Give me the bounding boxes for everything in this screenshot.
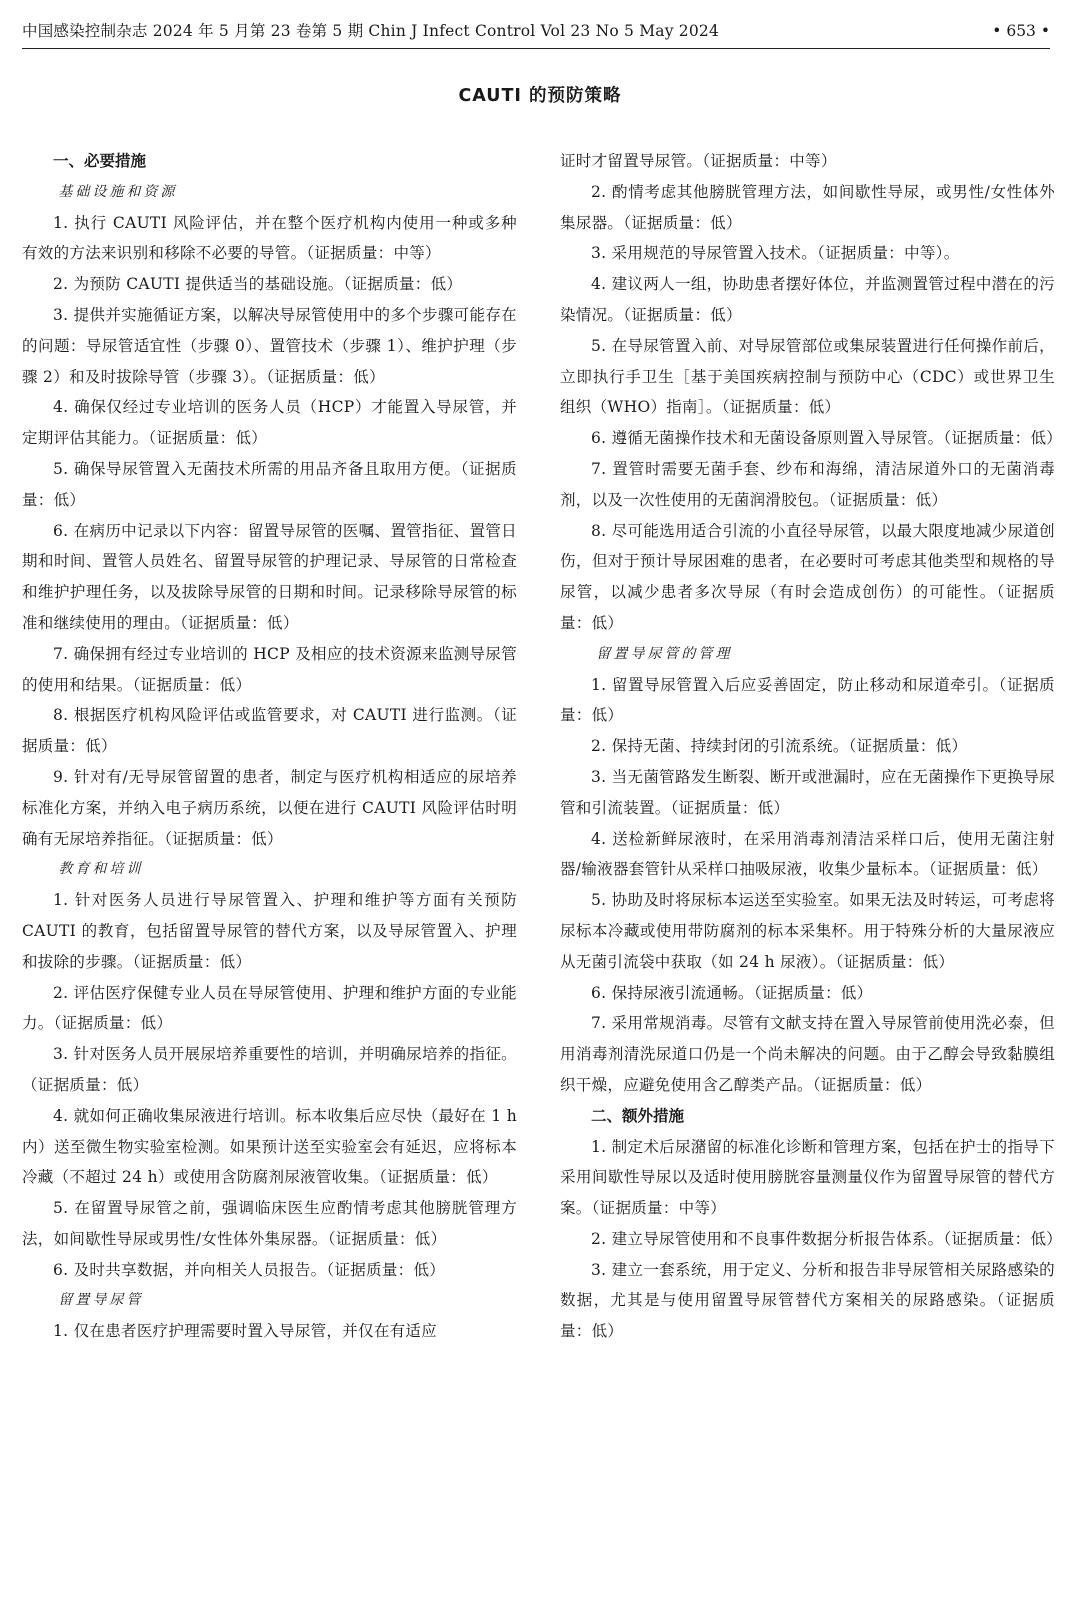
recommendation-paragraph: 3. 当无菌管路发生断裂、断开或泄漏时，应在无菌操作下更换导尿管和引流装置。（证据质量：低）: [560, 767, 1055, 817]
recommendation-paragraph: 2. 酌情考虑其他膀胱管理方法，如间歇性导尿，或男性/女性体外集尿器。（证据质量：低）: [560, 182, 1055, 232]
recommendation-paragraph: 3. 针对医务人员开展尿培养重要性的培训，并明确尿培养的指征。（证据质量：低）: [22, 1045, 517, 1094]
running-header: [22, 18, 1050, 49]
recommendation-paragraph: 8. 尽可能选用适合引流的小直径导尿管，以最大限度地减少尿道创伤，但对于预计导尿困难的患者，在必要时可考虑其他类型和规格的导尿管，以减少患者多次导尿（有时会造成创伤）的可能性。（证据质量：低）: [560, 521, 1055, 632]
recommendation-paragraph: 3. 建立一套系统，用于定义、分析和报告非导尿管相关尿路感染的数据，尤其是与使用留置导尿管替代方案相关的尿路感染。（证据质量：低）: [560, 1260, 1055, 1341]
recommendation-paragraph: 8. 根据医疗机构风险评估或监管要求，对 CAUTI 进行监测。（证据质量：低）: [22, 706, 517, 756]
recommendation-paragraph: 7. 采用常规消毒。尽管有文献支持在置入导尿管前使用洗必泰，但用消毒剂清洗尿道口仍是一个尚未解决的问题。由于乙醇会导致黏膜组织干燥，应避免使用含乙醇类产品。（证据质量：低）: [560, 1014, 1055, 1094]
subsection-heading: 留置导尿管的管理: [596, 645, 733, 662]
recommendation-paragraph: 证时才留置导尿管。（证据质量：中等）: [560, 152, 837, 170]
recommendation-paragraph: 7. 置管时需要无菌手套、纱布和海绵，清洁尿道外口的无菌消毒剂，以及一次性使用的无菌润滑胶包。（证据质量：低）: [560, 459, 1055, 509]
recommendation-paragraph: 2. 保持无菌、持续封闭的引流系统。（证据质量：低）: [591, 737, 968, 756]
recommendation-paragraph: 6. 及时共享数据，并向相关人员报告。（证据质量：低）: [53, 1260, 446, 1279]
recommendation-paragraph: 5. 协助及时将尿标本运送至实验室。如果无法及时转运，可考虑将尿标本冷藏或使用带防腐剂的标本采集杯。用于特殊分析的大量尿液应从无菌引流袋中获取（如 24 h 尿液）。（证据质量：低）: [560, 891, 1055, 971]
recommendation-paragraph: 4. 建议两人一组，协助患者摆好体位，并监测置管过程中潜在的污染情况。（证据质量：低）: [560, 275, 1055, 324]
recommendation-paragraph: 5. 在留置导尿管之前，强调临床医生应酌情考虑其他膀胱管理方法，如间歇性导尿或男性/女性体外集尿器。（证据质量：低）: [22, 1199, 517, 1248]
recommendation-paragraph: 6. 遵循无菌操作技术和无菌设备原则置入导尿管。（证据质量：低）: [591, 429, 1063, 448]
recommendation-paragraph: 7. 确保拥有经过专业培训的 HCP 及相应的技术资源来监测导尿管的使用和结果。（证据质量：低）: [22, 644, 517, 694]
recommendation-paragraph: 9. 针对有/无导尿管留置的患者，制定与医疗机构相适应的尿培养标准化方案，并纳入电子病历系统，以便在进行 CAUTI 风险评估时明确有无尿培养指征。（证据质量：低）: [22, 767, 517, 848]
left-column: [22, 146, 517, 1347]
recommendation-paragraph: 1. 仅在患者医疗护理需要时置入导尿管，并仅在有适应: [53, 1322, 438, 1341]
section-heading: 二、额外措施: [591, 1106, 685, 1125]
subsection-heading: 留置导尿管: [58, 1292, 144, 1309]
recommendation-paragraph: 4. 送检新鲜尿液时，在采用消毒剂清洁采样口后，使用无菌注射器/输液器套管针从采样口抽吸尿液，收集少量标本。（证据质量：低）: [560, 829, 1055, 879]
recommendation-paragraph: 5. 在导尿管置入前、对导尿管部位或集尿装置进行任何操作前后，立即执行手卫生［基于美国疾病控制与预防中心（CDC）或世界卫生组织（WHO）指南］。（证据质量：低）: [560, 336, 1055, 417]
subsection-heading: 基础设施和资源: [58, 183, 178, 200]
article-title: CAUTI 的预防策略: [458, 86, 622, 106]
recommendation-paragraph: 3. 采用规范的导尿管置入技术。（证据质量：中等）。: [591, 244, 960, 263]
recommendation-paragraph: 5. 确保导尿管置入无菌技术所需的用品齐备且取用方便。（证据质量：低）: [22, 459, 517, 509]
recommendation-paragraph: 1. 制定术后尿潴留的标准化诊断和管理方案，包括在护士的指导下采用间歇性导尿以及适时使用膀胱容量测量仪作为留置导尿管的替代方案。（证据质量：中等）: [560, 1137, 1055, 1218]
recommendation-paragraph: 2. 为预防 CAUTI 提供适当的基础设施。（证据质量：低）: [53, 275, 463, 294]
recommendation-paragraph: 4. 就如何正确收集尿液进行培训。标本收集后应尽快（最好在 1 h 内）送至微生物实验室检测。如果预计送至实验室会有延迟，应将标本冷藏（不超过 24 h）或使用含防腐剂尿液管收集。（证据质量：低）: [22, 1106, 517, 1187]
recommendation-paragraph: 1. 留置导尿管置入后应妥善固定，防止移动和尿道牵引。（证据质量：低）: [560, 675, 1055, 725]
recommendation-paragraph: 4. 确保仅经过专业培训的医务人员（HCP）才能置入导尿管，并定期评估其能力。（证据质量：低）: [22, 398, 517, 448]
right-column: [560, 146, 1063, 1347]
recommendation-paragraph: 2. 评估医疗保健专业人员在导尿管使用、护理和维护方面的专业能力。（证据质量：低）: [22, 983, 517, 1033]
recommendation-paragraph: 6. 保持尿液引流通畅。（证据质量：低）: [591, 983, 873, 1002]
subsection-heading: 教育和培训: [58, 861, 144, 878]
recommendation-paragraph: 6. 在病历中记录以下内容：留置导尿管的医嘱、置管指征、置管日期和时间、置管人员姓名、留置导尿管的护理记录、导尿管的日常检查和维护护理任务，以及拔除导尿管的日期和时间。记录移除导尿管的标准和继续使用的理由。（证据质量：低）: [22, 521, 517, 632]
recommendation-paragraph: 2. 建立导尿管使用和不良事件数据分析报告体系。（证据质量：低）: [591, 1229, 1063, 1248]
section-heading: 一、必要措施: [53, 152, 147, 170]
recommendation-paragraph: 1. 针对医务人员进行导尿管置入、护理和维护等方面有关预防 CAUTI 的教育，包括留置导尿管的替代方案，以及导尿管置入、护理和拔除的步骤。（证据质量：低）: [22, 891, 517, 971]
page-number: • 653 •: [992, 22, 1050, 40]
recommendation-paragraph: 1. 执行 CAUTI 风险评估，并在整个医疗机构内使用一种或多种有效的方法来识别和移除不必要的导管。（证据质量：中等）: [22, 213, 517, 263]
journal-citation: 中国感染控制杂志 2024 年 5 月第 23 卷第 5 期 Chin J Infect Control Vol 23 No 5 May 2024: [22, 22, 720, 40]
recommendation-paragraph: 3. 提供并实施循证方案，以解决导尿管使用中的多个步骤可能存在的问题：导尿管适宜性（步骤 0）、置管技术（步骤 1）、维护护理（步骤 2）和及时拔除导管（步骤 3）。（证据质量：低）: [22, 305, 517, 386]
